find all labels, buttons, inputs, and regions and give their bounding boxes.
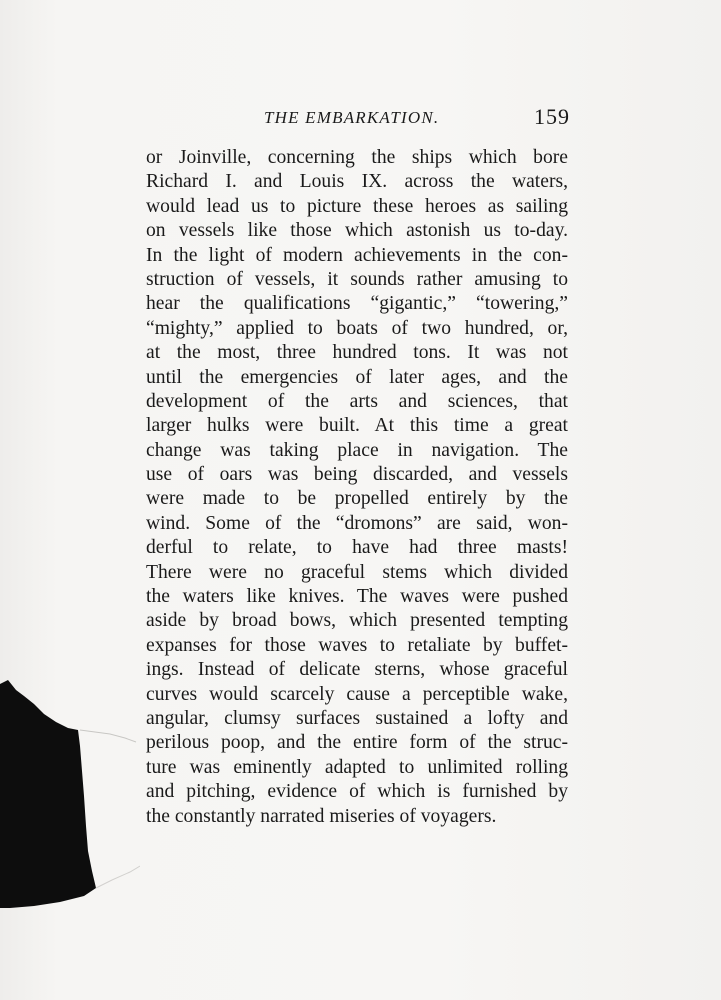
text-line: struction of vessels, it sounds rather amusing to: [146, 268, 568, 290]
text-line: development of the arts and sciences, that: [146, 390, 568, 412]
text-line: There were no graceful stems which divided: [146, 561, 568, 583]
text-line: until the emergencies of later ages, and the: [146, 366, 568, 388]
text-line: expanses for those waves to retaliate by buffet-: [146, 634, 568, 656]
text-line: and pitching, evidence of which is furnished by: [146, 781, 568, 803]
text-line: aside by broad bows, which presented tempting: [146, 610, 568, 632]
page-number: 159: [534, 104, 570, 129]
text-line: wind. Some of the “dromons” are said, won-: [146, 512, 568, 534]
text-line: In the light of modern achievements in the con-: [146, 244, 568, 266]
text-line: the constantly narrated miseries of voyagers.: [146, 805, 497, 827]
text-line: derful to relate, to have had three masts!: [146, 537, 568, 559]
text-line: would lead us to picture these heroes as sailing: [146, 195, 568, 217]
running-head: [0, 106, 721, 136]
torn-corner: [0, 676, 140, 916]
text-line: larger hulks were built. At this time a great: [146, 415, 568, 437]
text-line: curves would scarcely cause a perceptible wake,: [146, 683, 568, 705]
text-line: perilous poop, and the entire form of the struc-: [146, 732, 568, 754]
text-line: ings. Instead of delicate sterns, whose graceful: [146, 659, 568, 681]
text-line: Richard I. and Louis IX. across the waters,: [146, 171, 568, 193]
text-line: angular, clumsy surfaces sustained a lofty and: [146, 707, 568, 729]
text-line: ture was eminently adapted to unlimited rolling: [146, 756, 568, 778]
text-line: were made to be propelled entirely by the: [146, 488, 568, 510]
text-line: the waters like knives. The waves were pushed: [146, 586, 568, 608]
text-line: or Joinville, concerning the ships which bore: [146, 147, 568, 168]
text-line: on vessels like those which astonish us to-day.: [146, 220, 568, 242]
text-line: use of oars was being discarded, and vessels: [146, 464, 568, 486]
text-line: “mighty,” applied to boats of two hundred, or,: [146, 317, 568, 339]
text-line: change was taking place in navigation. The: [146, 439, 568, 461]
chapter-title: THE EMBARKATION.: [264, 108, 440, 127]
text-line: hear the qualifications “gigantic,” “towering,”: [146, 293, 568, 315]
text-line: at the most, three hundred tons. It was not: [146, 342, 568, 364]
body-text: [146, 146, 568, 829]
